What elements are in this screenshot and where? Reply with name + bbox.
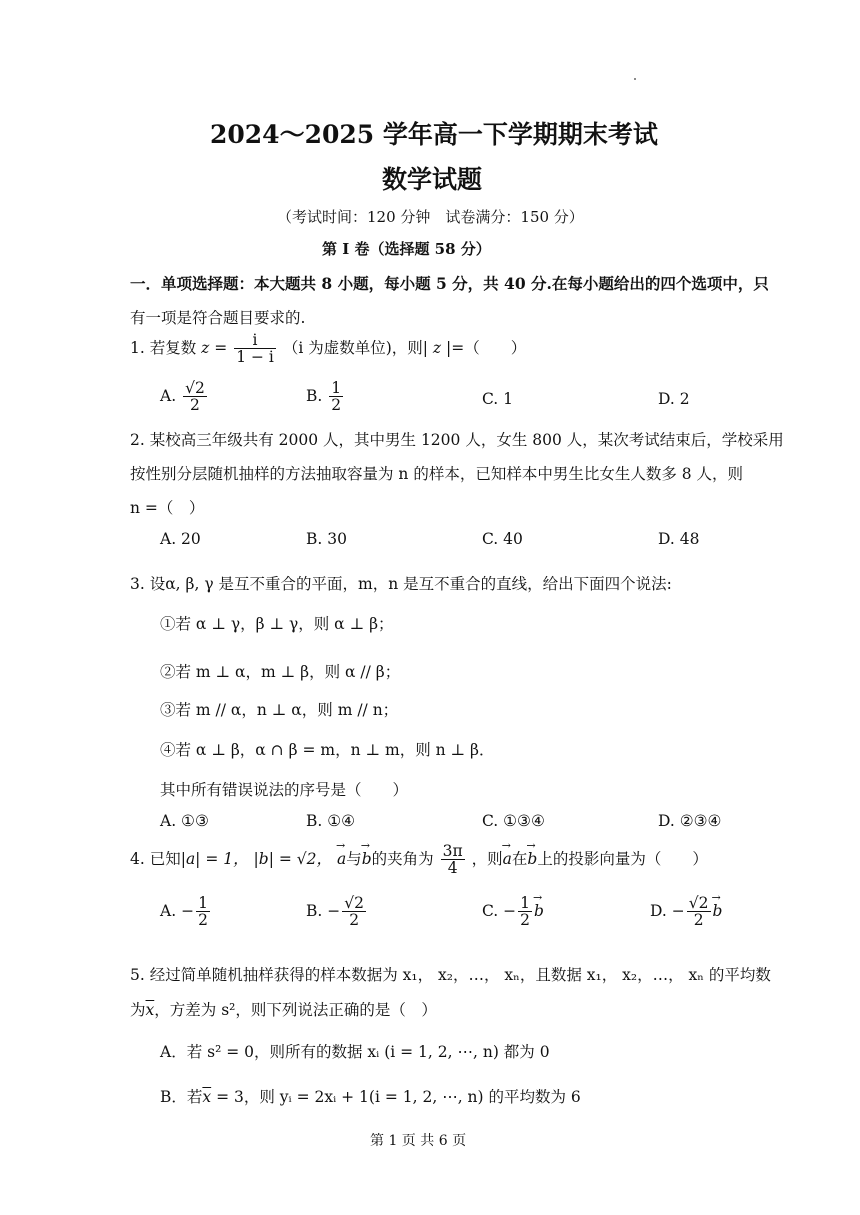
part-intro-line1: 一．单项选择题：本大题共 8 小题，每小题 5 分，共 40 分.在每小题给出的四个选项中，只 bbox=[130, 274, 769, 293]
question-2-line1: 2. 某校高三年级共有 2000 人，其中男生 1200 人，女生 800 人，某次考试结束后，学校采用 bbox=[130, 431, 784, 449]
q5-option-b: B．若$\overline{x} = 3$，则 yᵢ = 2xᵢ + 1(i = 1, 2, ⋯, n) 的平均数为 6 bbox=[160, 1088, 581, 1106]
question-5-line2: 为$\overline{x}$，方差为 s²，则下列说法正确的是（ ） bbox=[130, 1001, 437, 1019]
exam-info: （考试时间：120 分钟 试卷满分：150 分） bbox=[277, 208, 584, 226]
part-intro-line2: 有一项是符合题目要求的. bbox=[130, 309, 306, 327]
q2-option-b: B. 30 bbox=[306, 530, 347, 548]
page-number: 第 1 页 共 6 页 bbox=[370, 1133, 467, 1149]
q5-option-a: A．若 s² = 0，则所有的数据 xᵢ (i = 1, 2, ⋯, n) 都为 0 bbox=[160, 1043, 550, 1061]
q1-option-b: B. $\frac{1}{2}$ bbox=[306, 379, 342, 415]
q2-option-a: A. 20 bbox=[160, 530, 201, 548]
q3-option-d: D. ②③④ bbox=[658, 812, 722, 830]
q4-option-b: B. − $\frac{√2}{2}$ bbox=[306, 894, 365, 930]
q3-statement-4: ④若 α ⊥ β，α ∩ β = m，n ⊥ m，则 n ⊥ β． bbox=[160, 741, 495, 759]
q1-option-d: D. 2 bbox=[658, 390, 690, 408]
q1-fraction: $\frac{i}{1 - i}$ bbox=[236, 331, 274, 367]
q3-statement-1: ①若 α ⊥ γ，β ⊥ γ，则 α ⊥ β； bbox=[160, 615, 394, 633]
q4-option-d: D. − $\frac{√2}{2}$ → b bbox=[650, 895, 722, 929]
q3-option-a: A. ①③ bbox=[160, 812, 209, 830]
q4-option-a: A. − $\frac{1}{2}$ bbox=[160, 894, 208, 930]
q3-ask: 其中所有错误说法的序号是（ ） bbox=[160, 781, 409, 799]
question-4-stem: 4. 已知|a| = 1， |b| = √2， → a与→ b的夹角为 $\frac{3\pi}{4}$ ，则→ a在→ b上的投影向量为（ ） bbox=[130, 843, 708, 877]
section-title: 第 I 卷（选择题 58 分） bbox=[322, 240, 491, 258]
question-1-stem: 1. 若复数 z = $\frac{i}{1 - i}$ （i 为虚数单位)，则| z |=（ ） bbox=[130, 331, 527, 367]
q4-option-c: C. − $\frac{1}{2}$ → b bbox=[482, 895, 544, 929]
q3-option-c: C. ①③④ bbox=[482, 812, 545, 830]
question-2-line2: 按性别分层随机抽样的方法抽取容量为 n 的样本，已知样本中男生比女生人数多 8 人，则 bbox=[130, 465, 744, 483]
question-3-stem: 3. 设α, β, γ 是互不重合的平面，m，n 是互不重合的直线，给出下面四个说法: bbox=[130, 575, 672, 593]
q3-statement-2: ②若 m ⊥ α，m ⊥ β，则 α // β； bbox=[160, 663, 401, 681]
question-2-line3: n =（ ） bbox=[130, 499, 205, 517]
q3-option-b: B. ①④ bbox=[306, 812, 356, 830]
scan-speck bbox=[634, 78, 636, 80]
q1-option-c: C. 1 bbox=[482, 390, 514, 408]
q2-option-d: D. 48 bbox=[658, 530, 700, 548]
exam-subject: 数学试题 bbox=[382, 165, 483, 194]
q2-option-c: C. 40 bbox=[482, 530, 523, 548]
q3-statement-3: ③若 m // α，n ⊥ α，则 m // n； bbox=[160, 701, 399, 719]
exam-title: 2024～2025 学年高一下学期期末考试 bbox=[210, 120, 658, 149]
question-5-line1: 5. 经过简单随机抽样获得的样本数据为 x₁， x₂，…， xₙ，且数据 x₁， x₂，…， xₙ 的平均数 bbox=[130, 966, 771, 984]
q1-option-a: A. $\frac{√2}{2}$ bbox=[160, 379, 205, 415]
